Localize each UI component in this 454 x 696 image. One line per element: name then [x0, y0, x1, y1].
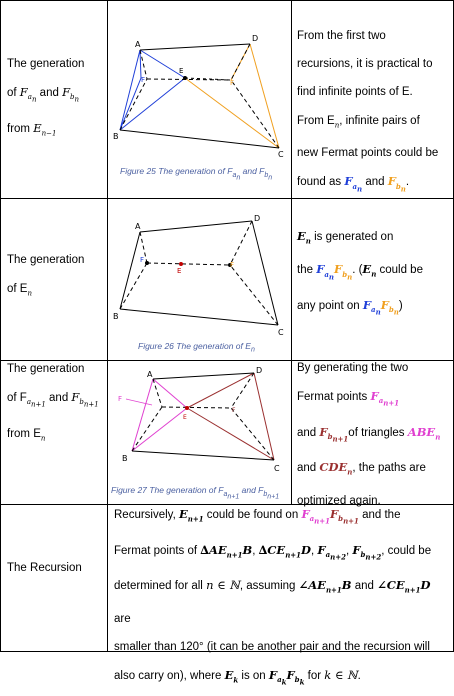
svg-text:E: E	[177, 267, 182, 275]
row2-label: The generation of $E_n$	[7, 254, 85, 298]
figure-25-caption: Figure 25 The generation of $F_{a_n}$ and $F_{b_n}$	[120, 166, 273, 182]
svg-text:D: D	[256, 366, 263, 375]
svg-text:B: B	[122, 454, 128, 463]
svg-text:F: F	[140, 256, 145, 264]
point-A: A	[135, 40, 141, 49]
row4-description: Recursively, $E_{n+1}$ could be found on $F_{a_{n+1}}F_{b_{n+1}}$ and the Fermat points of $\Delta AE_{n+1}B$, $\Delta CE_{n+1}D$, $F_{a_{n+2}}$, $F_{b_{n+2}}$, could be determined for all n ∈ ℕ, assuming $\angle AE_{n+1}B$ and $\angle CE_{n+1}D$ are smaller than 120° (it can be another pair and the recursion will also carry on), where $E_k$ is on $F_{a_k}F_{b_k}$ for k ∈ ℕ.	[114, 507, 432, 687]
svg-text:A: A	[147, 370, 153, 379]
point-Fa: F	[141, 76, 146, 84]
row3-label: The generation of $F_{a_{n+1}}$ and $F_{b_{n+1}}$ from $E_n$	[7, 363, 99, 442]
point-D: D	[252, 34, 259, 43]
row1-description: From the first two recursions, it is practical to find infinite points of E. From $E_n$, infinite pairs of new Fermat points could be found as $F_{a_n}$ and $F_{b_n}$.	[297, 30, 439, 193]
svg-text:B: B	[113, 312, 119, 321]
point-C: C	[278, 150, 284, 159]
svg-text:F: F	[230, 261, 235, 269]
svg-text:D: D	[254, 214, 261, 223]
figure-27	[108, 361, 291, 504]
row1-label: The generation of $F_{a_n}$ and $F_{b_n}$ from $E_{n-1}$	[7, 58, 85, 137]
svg-text:C: C	[274, 464, 280, 473]
svg-text:C: C	[278, 328, 284, 337]
svg-text:F: F	[232, 407, 236, 414]
row3-description: By generating the two Fermat points $F_{a_{n+1}}$ and $F_{b_{n+1}}of$ triangles $ABE_n$ and $CDE_n$, the paths are optimized again.	[297, 362, 441, 507]
row4-label: The Recursion	[7, 562, 82, 574]
point-Fb: F	[230, 79, 235, 87]
svg-text:E: E	[183, 414, 187, 421]
row2-description: $E_n$ is generated on the $F_{a_n}F_{b_n}$. ($E_n$ could be any point on $F_{a_n}F_{b_n}$)	[297, 229, 423, 317]
figure-27-diagram	[108, 361, 291, 504]
svg-text:A: A	[135, 222, 141, 231]
figure-25	[108, 1, 291, 198]
figure-26-caption: Figure 26 The generation of $E_n$	[138, 341, 255, 354]
figure-27-caption: Figure 27 The generation of $F_{a_{n+1}}$ and $F_{b_{n+1}}$	[111, 485, 280, 501]
point-E: E	[179, 67, 184, 75]
figure-26-diagram	[108, 199, 291, 360]
figure-26	[108, 199, 291, 360]
svg-text:F: F	[118, 395, 123, 403]
point-B: B	[113, 132, 119, 141]
